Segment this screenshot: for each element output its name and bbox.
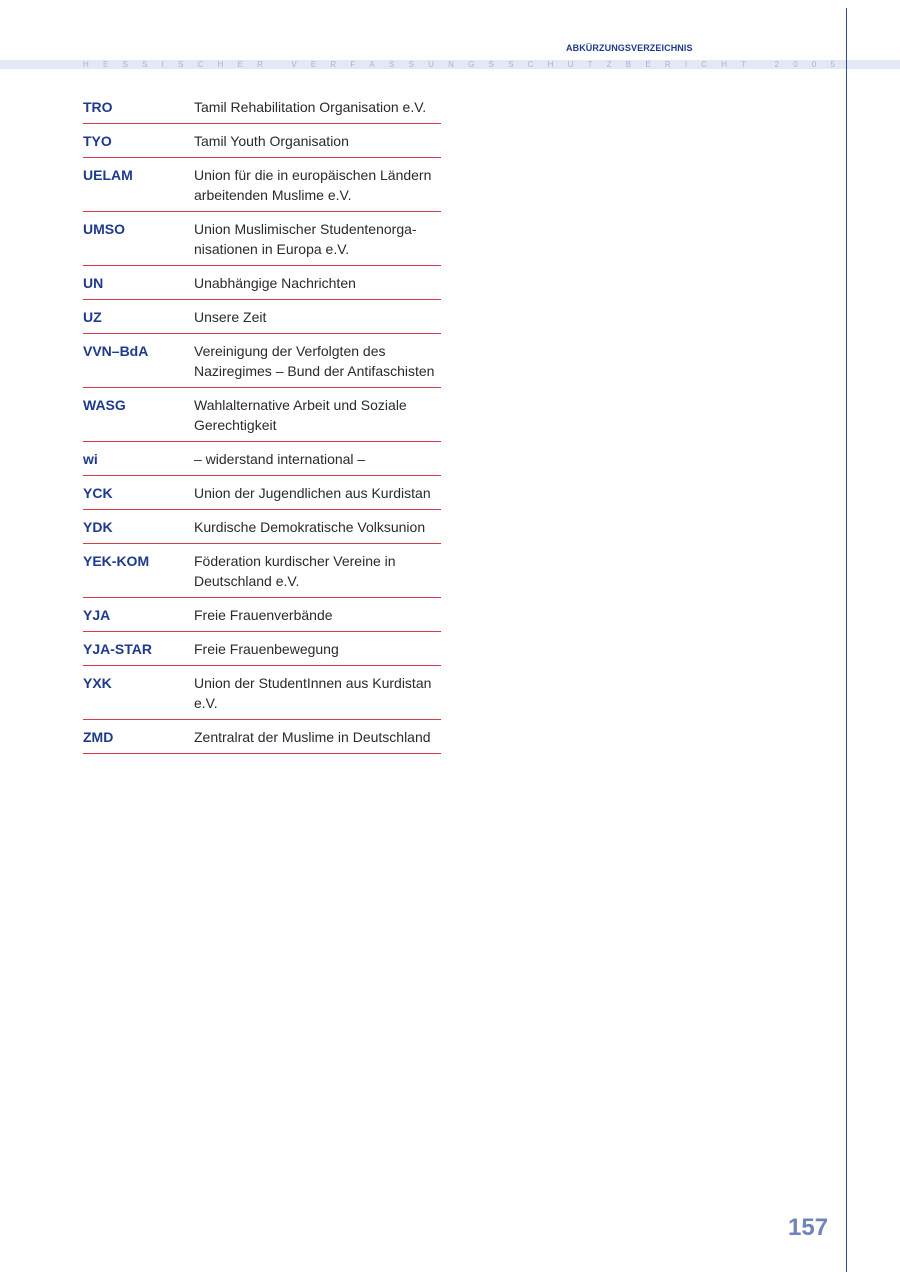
running-header-letter: 5: [830, 60, 835, 69]
expansion: Kurdische Demokratische Volksunion: [194, 519, 426, 535]
abbreviation: YCK: [83, 485, 113, 501]
running-header-letter: S: [488, 60, 494, 69]
running-header-letter: U: [428, 60, 434, 69]
running-header-letter: R: [664, 60, 671, 69]
running-header-letter: S: [178, 60, 184, 69]
abbreviation: YEK-KOM: [83, 553, 150, 569]
running-header-letter: H: [547, 60, 554, 69]
abbreviation: YXK: [83, 675, 112, 691]
running-header-letter: C: [701, 60, 708, 69]
running-header-letter: S: [389, 60, 395, 69]
expansion: – widerstand international –: [194, 451, 366, 467]
list-item: [83, 334, 441, 388]
running-header-letter: 2: [774, 60, 779, 69]
running-header-letter: E: [645, 60, 651, 69]
abbreviation: TRO: [83, 99, 113, 115]
list-item: [83, 598, 441, 632]
abbreviation: YDK: [83, 519, 113, 535]
abbreviation: TYO: [83, 133, 112, 149]
running-header-letter: U: [567, 60, 574, 69]
running-header-letter: A: [369, 60, 375, 69]
list-item: [83, 666, 441, 720]
abbreviation: wi: [83, 451, 98, 467]
running-header: [0, 60, 900, 69]
running-header-letter: T: [587, 60, 593, 69]
running-header-letter: N: [448, 60, 454, 69]
list-item: [83, 632, 441, 666]
expansion: Tamil Rehabilitation Organisation e.V.: [194, 99, 427, 115]
list-item: [83, 212, 441, 266]
running-header-letter: G: [468, 60, 475, 69]
right-margin-rule: [846, 8, 847, 1272]
running-header-letter: B: [625, 60, 632, 69]
running-header-text: [83, 60, 835, 69]
expansion: Freie Frauenbewegung: [194, 641, 339, 657]
running-header-letter: H: [83, 60, 89, 69]
running-header-letter: C: [197, 60, 204, 69]
abbreviation: UMSO: [83, 221, 125, 237]
section-title: ABKÜRZUNGSVERZEICHNIS: [566, 43, 693, 53]
list-item: [83, 300, 441, 334]
abbreviation: WASG: [83, 397, 126, 413]
abbreviation-list: [83, 90, 441, 754]
running-header-letter: S: [142, 60, 148, 69]
running-header-letter: S: [122, 60, 128, 69]
abbreviation: UELAM: [83, 167, 133, 183]
list-item: [83, 442, 441, 476]
running-header-letter: V: [291, 60, 297, 69]
running-header-letter: R: [257, 60, 263, 69]
expansion: Union der StudentInnen aus Kurdistan e.V.: [194, 675, 432, 711]
abbreviation: YJA: [83, 607, 111, 623]
expansion: Union der Jugendlichen aus Kurdistan: [194, 485, 431, 501]
expansion: Unsere Zeit: [194, 309, 267, 325]
expansion: Zentralrat der Muslime in Deutschland: [194, 729, 431, 745]
expansion: Föderation kurdischer Vereine in Deutschland e.V.: [194, 553, 396, 589]
running-header-letter: E: [237, 60, 243, 69]
list-item: [83, 158, 441, 212]
expansion: Wahlalternative Arbeit und Soziale Gerechtigkeit: [194, 397, 407, 433]
running-header-letter: 0: [793, 60, 798, 69]
running-header-letter: I: [161, 60, 164, 69]
list-item: [83, 476, 441, 510]
list-item: [83, 124, 441, 158]
expansion: Freie Frauenverbände: [194, 607, 333, 623]
list-item: [83, 544, 441, 598]
running-header-letter: C: [527, 60, 534, 69]
list-item: [83, 266, 441, 300]
running-header-letter: 0: [811, 60, 817, 69]
expansion: Tamil Youth Organisation: [194, 133, 349, 149]
list-item: [83, 388, 441, 442]
abbreviation: UZ: [83, 309, 102, 325]
running-header-letter: I: [684, 60, 688, 69]
running-header-letter: S: [508, 60, 514, 69]
running-header-letter: T: [741, 60, 747, 69]
running-header-letter: R: [330, 60, 337, 69]
abbreviation: ZMD: [83, 729, 114, 745]
abbreviation: UN: [83, 275, 104, 291]
running-header-letter: H: [217, 60, 224, 69]
list-item: [83, 720, 441, 754]
list-item: [83, 510, 441, 544]
expansion: Vereinigung der Verfolgten des Naziregimes – Bund der Antifaschisten: [194, 343, 435, 379]
expansion: Unabhängige Nachrichten: [194, 275, 356, 291]
running-header-letter: F: [350, 60, 356, 69]
running-header-letter: Z: [606, 60, 612, 69]
page-number: 157: [788, 1214, 829, 1241]
running-header-letter: H: [721, 60, 728, 69]
running-header-letter: E: [102, 60, 109, 69]
list-item: [83, 90, 441, 124]
running-header-letter: E: [310, 60, 317, 69]
expansion: Union Muslimischer Studentenorga-nisationen in Europa e.V.: [194, 221, 417, 257]
running-header-letter: S: [408, 60, 414, 69]
abbreviation: VVN–BdA: [83, 343, 149, 359]
expansion: Union für die in europäischen Ländern arbeitenden Muslime e.V.: [194, 167, 432, 203]
abbreviation: YJA-STAR: [83, 641, 152, 657]
